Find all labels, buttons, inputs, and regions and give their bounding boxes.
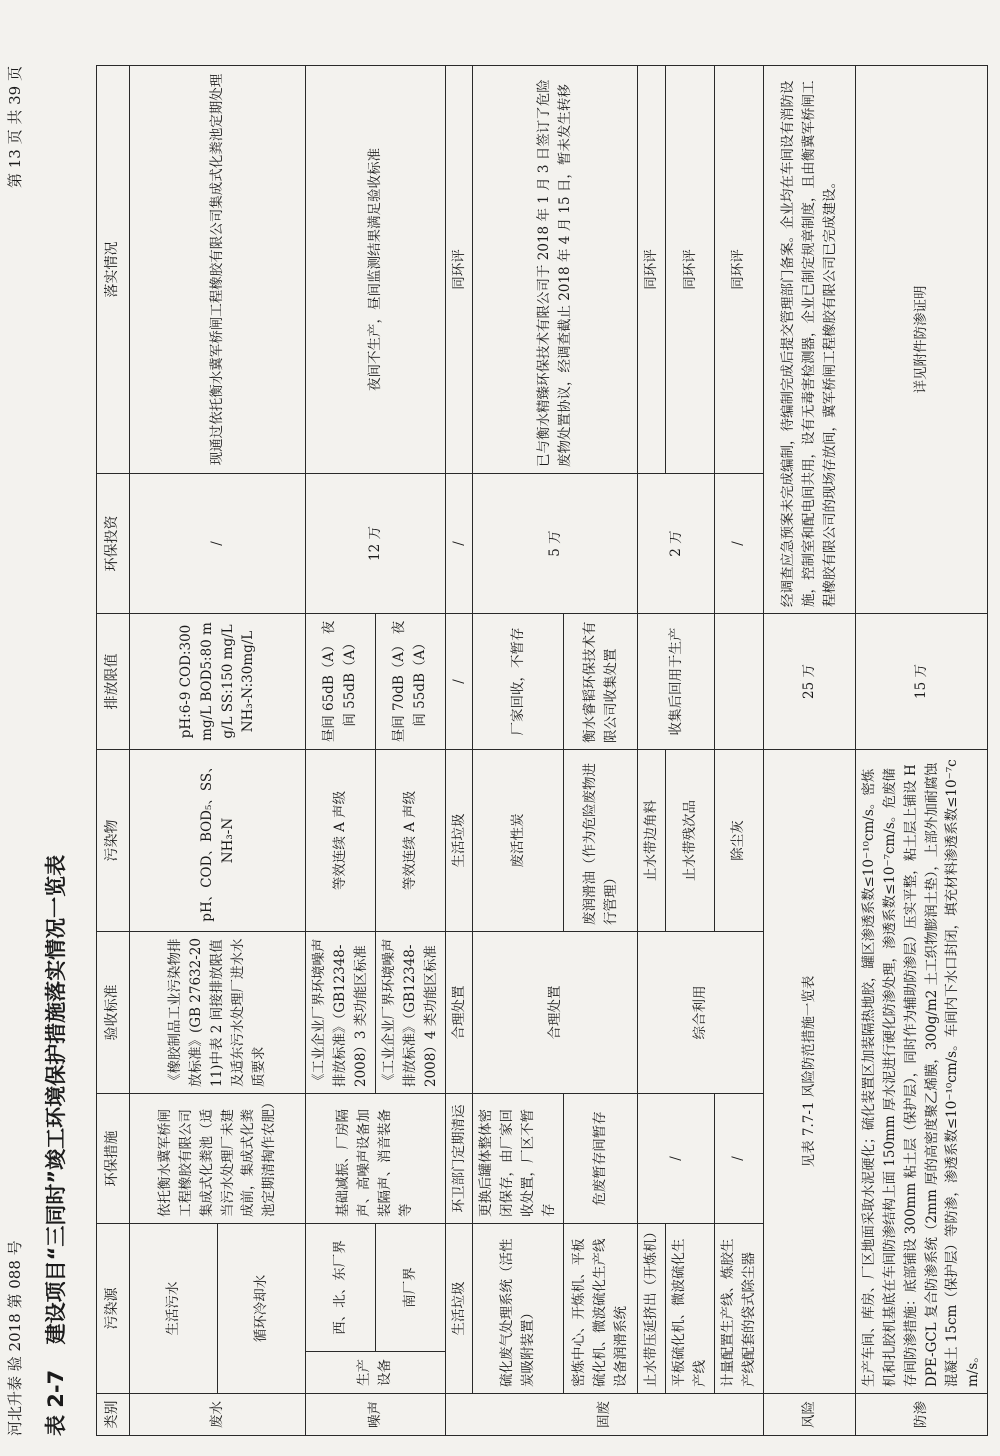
source-cell: 生活垃圾 [445,1224,473,1394]
source-cell: 硫化废气处理系统（活性炭吸附装置） [473,1224,564,1394]
source-cell: 南厂界 [375,1224,445,1352]
standard-cell: 合理处置 [445,932,473,1094]
status-cell: 同环评 [666,66,715,474]
status-cell: 同环评 [638,66,666,474]
category-solid: 固废 [445,1394,763,1436]
table-row [763,66,855,1436]
source-cell: 生活污水 [130,1224,218,1394]
limit-cell: pH:6-9 COD:300 mg/L BOD5:80 mg/L SS:150 mg/L NH₃-N:30mg/L [130,614,306,750]
limit-cell: 昼间 70dB（A） 夜间 55dB（A） [375,614,445,750]
table-row [638,66,666,1436]
measure-cell: 危废暂存间暂存 [564,1094,638,1224]
invest-cell: 15 万 [855,614,988,750]
status-cell: 夜间不生产，昼间监测结果满足验收标准 [306,66,446,474]
category-noise: 噪声 [306,1394,446,1436]
standard-cell: 《橡胶制品工业污染物排放标准》(GB 27632-2011)中表 2 间接排放限值及适东污水处理厂进水水质要求 [130,932,306,1094]
measure-cell: 基础减振、厂房隔声、高噪声设备加装隔声、消音装备等 [306,1094,446,1224]
table-number: 表 2-7 [44,1369,68,1436]
col-status: 落实情况 [97,66,130,474]
invest-cell: 5 万 [473,474,638,614]
measure-cell: 生产车间、库房、厂区地面采取水泥硬化；硫化装置区加装隔热地胶，罐区渗透系数≤10⁻¹⁰cm/s。密炼机和扎胶机基底在车间防渗结构上面 150mm 厚水泥进行硬化防渗处理，渗透系数≤10⁻⁷cm/s。危废储存间防渗措施：底部铺设 300mm 粘土层（保护层），同时作为辅助防渗层）压实平整，粘土层上铺设 HDPE-GCL 复合防渗系统（2mm 厚的高密度聚乙烯膜，300g/m2 土工织物膨润土垫），上部外加耐腐蚀混凝土 15cm（保护层）等防渗，渗透系数≤10⁻¹⁰cm/s。车间内下水口封闭，填充材料渗透系数≤10⁻⁷cm/s。 [855,750,988,1394]
pollutant-cell: 等效连续 A 声级 [375,750,445,932]
invest-cell: 12 万 [306,474,446,614]
col-measure: 环保措施 [97,1094,130,1224]
limit-cell: 厂家回收，不暂存 [473,614,564,750]
limit-cell: / [445,614,473,750]
pollutant-cell: 止水带残次品 [666,750,715,932]
col-limit: 排放限值 [97,614,130,750]
table-row [714,66,763,1436]
measure-cell: 见表 7.7-1 风险防范措施一览表 [763,750,855,1394]
table-title-text: 建设项目“三同时”竣工环境保护措施落实情况一览表 [44,854,68,1345]
pollutant-cell: 废活性炭 [473,750,564,932]
rotated-content [0,26,980,1436]
standard-cell: 《工业企业厂界环境噪声排放标准》（GB12348-2008）4 类功能区标准 [375,932,445,1094]
col-category: 类别 [97,1394,130,1436]
limit-cell: 收集后回用于生产 [638,614,715,750]
category-wastewater: 废水 [130,1394,306,1436]
table-row [473,66,564,1436]
standard-cell: 合理处置 [473,932,638,1094]
pollutant-cell: 止水带边角料 [638,750,666,932]
table-row [445,66,473,1436]
category-risk: 风险 [763,1394,855,1436]
source-cell: 计量配置生产线、炼胶生产线配套的袋式除尘器 [714,1224,763,1394]
invest-cell: 2 万 [638,474,715,614]
limit-cell: 衡水睿韬环保技术有限公司收集处置 [564,614,638,750]
col-source: 污染源 [97,1224,130,1394]
table-row [666,66,715,1436]
pollutant-cell: 生活垃圾 [445,750,473,932]
measure-cell: / [714,1094,763,1224]
table-title [40,26,80,1436]
table-header-row [97,66,130,1436]
page-header [4,26,34,1436]
pollutant-cell: 等效连续 A 声级 [306,750,376,932]
standard-cell: 《工业企业厂界环境噪声排放标准》（GB12348-2008）3 类功能区标准 [306,932,376,1094]
category-seepage: 防渗 [855,1394,988,1436]
limit-cell [714,614,763,750]
table-row [130,66,218,1436]
measure-cell: 环卫部门定期清运 [445,1094,473,1224]
col-pollutant: 污染物 [97,750,130,932]
table-row [855,66,988,1436]
col-invest: 环保投资 [97,474,130,614]
status-cell: 详见附件防渗证明 [855,66,988,614]
source-cell: 循环冷却水 [218,1224,306,1394]
measure-cell: 更换后罐体整体密闭保存，由厂家回收处置，厂区不暂存 [473,1094,564,1224]
invest-cell: 25 万 [763,614,855,750]
status-cell: 经调查应急预案未完成编制，待编制完成后提交管理部门备案。企业均在车间设有消防设施，控制室和配电间共用，设有无毒害检测器，企业已制定规章制度，且由衡冀军桥闸工程橡胶有限公司的现场存放间，冀军桥闸工程橡胶有限公司已完成建设。 [763,66,855,614]
col-standard: 验收标准 [97,932,130,1094]
standard-cell: 综合利用 [638,932,764,1094]
status-cell: 已与衡水精臻环保技术有限公司于 2018 年 1 月 3 日签订了危险废物处置协议，经调查截止 2018 年 4 月 15 日，暂未发生转移 [473,66,638,474]
invest-cell: / [130,474,306,614]
doc-ref: 河北升泰 验 2018 第 088 号 [6,1240,24,1436]
noise-subcategory: 生产设备 [306,1352,446,1394]
measure-cell: 依托衡水冀军桥闸工程橡胶有限公司集成式化粪池（适当污水处理厂未建成前，集成式化粪池定期清掏作农肥） [130,1094,306,1224]
measures-table [96,65,988,1436]
source-cell: 西、北、东厂界 [306,1224,376,1352]
status-cell: 现通过依托衡水冀军桥闸工程橡胶有限公司集成式化粪池定期处理 [130,66,306,474]
source-cell: 密炼中心、开炼机、平板硫化机、微波硫化生产线设备润滑系统 [564,1224,638,1394]
status-cell: 同环评 [714,66,763,474]
status-cell: 同环评 [445,66,473,474]
pollutant-cell: 除尘灰 [714,750,763,932]
measure-cell: / [638,1094,715,1224]
limit-cell: 昼间 65dB（A） 夜间 55dB（A） [306,614,376,750]
source-cell: 平板硫化机、微波硫化生产线 [666,1224,715,1394]
source-cell: 止水带压延挤出（开炼机） [638,1224,666,1394]
invest-cell: / [445,474,473,614]
pollutant-cell: 废润滑油（作为危险废物进行管理） [564,750,638,932]
page-number: 第 13 页 共 39 页 [6,66,24,189]
table-row [306,66,376,1436]
invest-cell: / [714,474,763,614]
pollutant-cell: pH、COD、BOD₅、SS、NH₃-N [130,750,306,932]
